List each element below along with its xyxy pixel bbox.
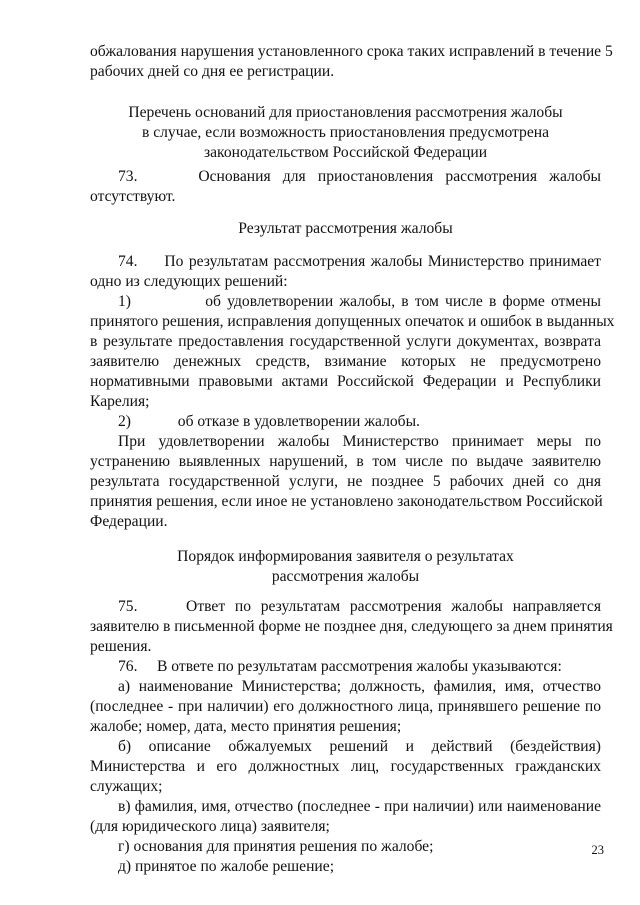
heading-result: Результат рассмотрения жалобы xyxy=(238,220,453,237)
para-75-line-1: 75. Ответ по результатам рассмотрения жалобы направляется xyxy=(118,598,601,615)
para-74-satisfaction-line-4: принятия решения, если иное не установлено законодательством Российской xyxy=(90,493,603,510)
para-74-line-1: 74. По результатам рассмотрения жалобы Министерство принимает xyxy=(118,253,601,270)
para-74-item-1-line-5: нормативными правовыми актами Российской Федерации и Республики xyxy=(90,373,601,390)
intro-line-1: обжалования нарушения установленного срока таких исправлений в течение 5 xyxy=(90,43,613,60)
intro-line-2: рабочих дней со дня ее регистрации. xyxy=(90,63,335,80)
para-74-item-1-line-6: Карелия; xyxy=(90,393,150,410)
para-76-item-v-line-2: (для юридического лица) заявителя; xyxy=(90,818,330,835)
para-74-item-2: 2) об отказе в удовлетворении жалобы. xyxy=(118,413,420,430)
heading-inform-line-2: рассмотрения жалобы xyxy=(271,568,420,585)
heading-inform-line-1: Порядок информирования заявителя о результатах xyxy=(177,548,514,565)
para-74-item-1-line-1: 1) об удовлетворении жалобы, в том числе в форме отмены xyxy=(118,293,601,310)
para-74-item-1-line-3: в результате предоставления государственной услуги документах, возврата xyxy=(90,333,601,350)
para-74-item-1-line-2: принятого решения, исправления допущенных опечаток и ошибок в выданных xyxy=(90,313,615,330)
para-76-item-b-line-2: Министерства и его должностных лиц, государственных гражданских xyxy=(90,758,601,775)
para-74-satisfaction-line-1: При удовлетворении жалобы Министерство принимает меры по xyxy=(118,433,601,450)
page-number: 23 xyxy=(591,843,604,857)
para-73-line-1: 73. Основания для приостановления рассмотрения жалобы xyxy=(118,168,601,185)
para-76-line-1: 76. В ответе по результатам рассмотрения жалобы указываются: xyxy=(118,658,562,675)
para-76-item-b-line-1: б) описание обжалуемых решений и действий (бездействия) xyxy=(118,738,601,755)
para-74-satisfaction-line-3: результата государственной услуги, не позднее 5 рабочих дней со дня xyxy=(90,473,601,490)
para-73-line-2: отсутствуют. xyxy=(90,188,176,205)
para-76-item-a-line-2: (последнее - при наличии) его должностного лица, принявшего решение по xyxy=(90,698,601,715)
heading-suspension-line-3: законодательством Российской Федерации xyxy=(203,144,488,161)
para-74-satisfaction-line-2: устранению выявленных нарушений, в том числе по выдаче заявителю xyxy=(90,453,601,470)
para-74-satisfaction-line-5: Федерации. xyxy=(90,513,168,530)
para-76-item-d: д) принятое по жалобе решение; xyxy=(118,858,335,875)
heading-suspension-line-2: в случае, если возможность приостановления предусмотрена xyxy=(141,124,550,141)
para-76-item-g: г) основания для принятия решения по жалобе; xyxy=(118,838,434,855)
para-74-line-2: одно из следующих решений: xyxy=(90,273,288,290)
heading-suspension-line-1: Перечень оснований для приостановления рассмотрения жалобы xyxy=(128,104,563,121)
para-76-item-v-line-1: в) фамилия, имя, отчество (последнее - при наличии) или наименование xyxy=(118,798,601,815)
para-74-item-1-line-4: заявителю денежных средств, взимание которых не предусмотрено xyxy=(90,353,601,370)
para-75-line-3: решения. xyxy=(90,638,152,655)
para-76-item-b-line-3: служащих; xyxy=(90,778,163,795)
para-75-line-2: заявителю в письменной форме не позднее дня, следующего за днем принятия xyxy=(90,618,613,635)
para-76-item-a-line-3: жалобе; номер, дата, место принятия решения; xyxy=(90,718,402,735)
para-76-item-a-line-1: а) наименование Министерства; должность, фамилия, имя, отчество xyxy=(118,678,601,695)
